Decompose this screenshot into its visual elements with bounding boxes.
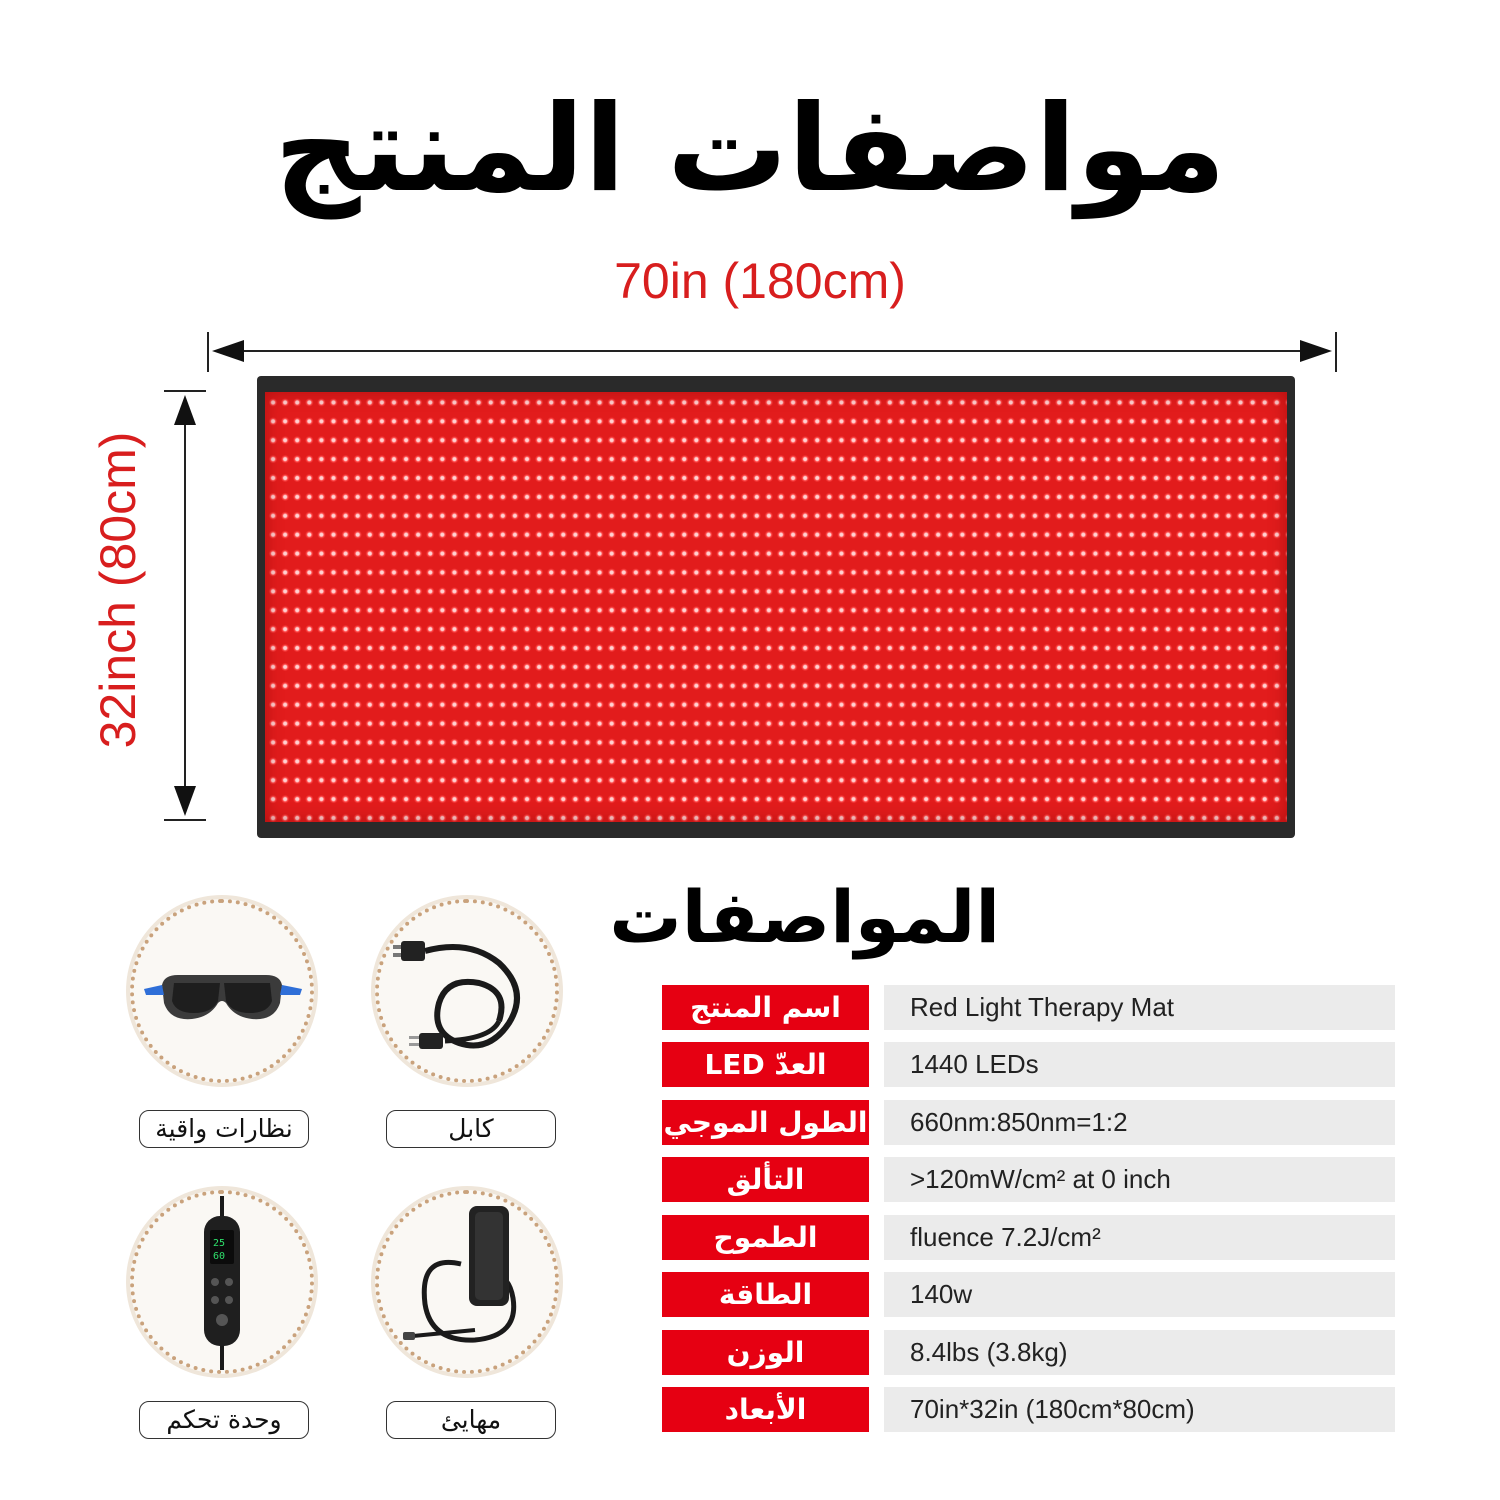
goggles-icon bbox=[134, 903, 310, 1079]
cable-icon bbox=[379, 903, 555, 1079]
spec-row-power bbox=[662, 1272, 1395, 1317]
height-arrow-bottom-head bbox=[174, 786, 196, 816]
height-dimension-label: 32inch (80cm) bbox=[90, 431, 146, 749]
led-grid bbox=[265, 392, 1287, 822]
spec-value: 1440 LEDs bbox=[884, 1042, 1395, 1087]
accessory-adapter bbox=[375, 1190, 559, 1374]
accessory-goggles bbox=[130, 899, 314, 1083]
spec-value: 660nm:850nm=1:2 bbox=[884, 1100, 1395, 1145]
adapter-icon bbox=[379, 1194, 555, 1370]
spec-value: 140w bbox=[884, 1272, 1395, 1317]
accessory-label-cable: كابل bbox=[386, 1110, 556, 1148]
spec-value: 8.4lbs (3.8kg) bbox=[884, 1330, 1395, 1375]
accessory-label-controller: وحدة تحكم bbox=[139, 1401, 309, 1439]
accessory-label-adapter: مهايئ bbox=[386, 1401, 556, 1439]
spec-label: الأبعاد bbox=[662, 1387, 869, 1432]
spec-row-wavelength bbox=[662, 1100, 1395, 1145]
spec-value: >120mW/cm² at 0 inch bbox=[884, 1157, 1395, 1202]
controller-display-line1: 25 bbox=[213, 1238, 226, 1249]
accessory-cable bbox=[375, 899, 559, 1083]
spec-row-irradiance bbox=[662, 1157, 1395, 1202]
spec-row-fluence bbox=[662, 1215, 1395, 1260]
spec-row-product-name bbox=[662, 985, 1395, 1030]
spec-row-led-count bbox=[662, 1042, 1395, 1087]
spec-label: الطاقة bbox=[662, 1272, 869, 1317]
controller-display-line2: 60 bbox=[213, 1251, 226, 1262]
spec-label: العدّ LED bbox=[662, 1042, 869, 1087]
accessory-controller bbox=[130, 1190, 314, 1374]
spec-row-weight bbox=[662, 1330, 1395, 1375]
page-title: مواصفات المنتج bbox=[274, 80, 1226, 219]
width-arrow-right-head bbox=[1300, 340, 1332, 362]
spec-value: fluence 7.2J/cm² bbox=[884, 1215, 1395, 1260]
spec-label: الطموح bbox=[662, 1215, 869, 1260]
width-arrow-left-head bbox=[212, 340, 244, 362]
spec-value: 70in*32in (180cm*80cm) bbox=[884, 1387, 1395, 1432]
spec-label: الوزن bbox=[662, 1330, 869, 1375]
spec-label: اسم المنتج bbox=[662, 985, 869, 1030]
led-mat-image bbox=[257, 376, 1295, 838]
width-dimension-label: 70in (180cm) bbox=[614, 253, 906, 309]
spec-label: الطول الموجي bbox=[662, 1100, 869, 1145]
controller-icon bbox=[134, 1194, 310, 1370]
spec-value: Red Light Therapy Mat bbox=[884, 985, 1395, 1030]
accessory-label-goggles: نظارات واقية bbox=[139, 1110, 309, 1148]
specs-heading: المواصفات bbox=[609, 875, 1000, 959]
spec-row-dimensions bbox=[662, 1387, 1395, 1432]
height-arrow-top-head bbox=[174, 395, 196, 425]
spec-label: التألق bbox=[662, 1157, 869, 1202]
